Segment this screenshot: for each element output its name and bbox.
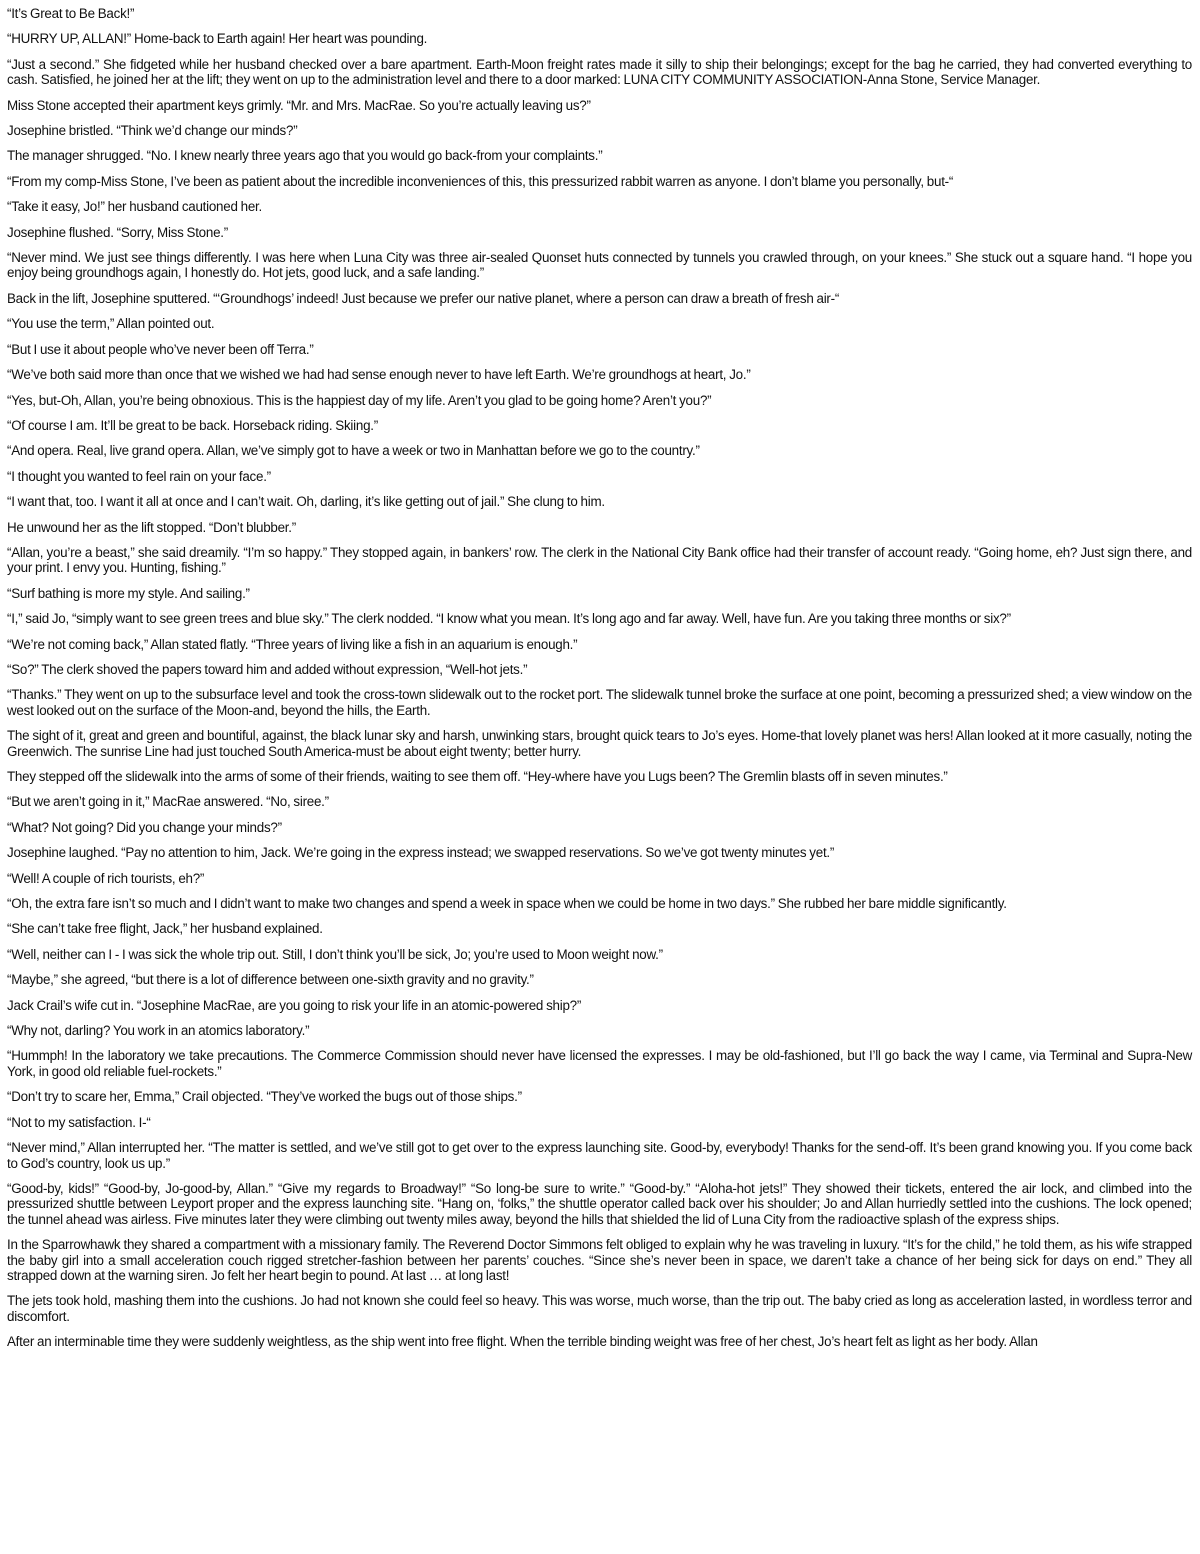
paragraph: “Never mind,” Allan interrupted her. “The matter is settled, and we’ve still got to get over to the express launching site. Good-by, everybody! Thanks for the send-off. It’s been grand knowing you. If you come back to God’s country, look us up.” [7, 1140, 1192, 1171]
paragraph: “Oh, the extra fare isn’t so much and I didn’t want to make two changes and spend a week in space when we could be home in two days.” She rubbed her bare middle significantly. [7, 896, 1007, 912]
paragraph: “I want that, too. I want it all at once and I can’t wait. Oh, darling, it’s like getting out of jail.” She clung to him. [7, 494, 605, 510]
paragraph: Back in the lift, Josephine sputtered. “‘Groundhogs’ indeed! Just because we prefer our native planet, where a person can draw a breath of fresh air-“ [7, 290, 840, 306]
paragraph: “Thanks.” They went on up to the subsurface level and took the cross-town slidewalk out to the rocket port. The slidewalk tunnel broke the surface at one point, becoming a pressurized shed; a view window on the west looked out on the surface of the Moon-and, beyond the hills, the Earth. [7, 687, 1192, 718]
paragraph: “Allan, you’re a beast,” she said dreamily. “I’m so happy.” They stopped again, in bankers’ row. The clerk in the National City Bank office had their transfer of account ready. “Going home, eh? Just sign there, and your print. I envy you. Hunting, fishing.” [7, 544, 1192, 576]
paragraph: “We’ve both said more than once that we wished we had had sense enough never to have left Earth. We’re groundhogs at heart, Jo.” [7, 367, 751, 383]
paragraph: “Just a second.” She fidgeted while her husband checked over a bare apartment. Earth-Moon freight rates made it silly to ship their belongings; except for the bag he carried, they had converted everything to cash. Satisfied, he joined her at the lift; they went on up to the administration level and there to a door marked: LUNA CITY COMMUNITY ASSOCIATION-Anna Stone, Service Manager. [7, 56, 1192, 88]
paragraph: “But I use it about people who’ve never been off Terra.” [7, 341, 314, 357]
paragraph: “You use the term,” Allan pointed out. [7, 316, 215, 332]
paragraph: In the Sparrowhawk they shared a compartment with a missionary family. The Reverend Doctor Simmons felt obliged to explain why he was traveling in luxury. “It’s for the child,” he told them, as his wife strapped the baby girl into a small acceleration couch rigged stretcher-fashion between her parents’ couches. “Since she’s never been in space, we daren’t take a chance of her being sick for days on end.” They all strapped down at the warning siren. Jo felt her heart begin to pound. At last … at long last! [7, 1237, 1192, 1283]
paragraph: “We’re not coming back,” Allan stated flatly. “Three years of living like a fish in an aquarium is enough.” [7, 636, 578, 652]
paragraph: “So?” The clerk shoved the papers toward him and added without expression, “Well-hot jets.” [7, 661, 528, 677]
paragraph: Miss Stone accepted their apartment keys grimly. “Mr. and Mrs. MacRae. So you’re actually leaving us?” [7, 97, 591, 113]
paragraph: “It’s Great to Be Back!” [7, 6, 135, 21]
paragraph: They stepped off the slidewalk into the arms of some of their friends, waiting to see them off. “Hey-where have you Lugs been? The Gremlin blasts off in seven minutes.” [7, 769, 948, 784]
paragraph: “What? Not going? Did you change your minds?” [7, 819, 282, 835]
paragraph: “Well, neither can I - I was sick the whole trip out. Still, I don’t think you’ll be sick, Jo; you’re used to Moon weight now.” [7, 946, 663, 962]
paragraph: “Don’t try to scare her, Emma,” Crail objected. “They’ve worked the bugs out of those ships.” [7, 1089, 522, 1105]
paragraph: The manager shrugged. “No. I knew nearly three years ago that you would go back-from your complaints.” [7, 148, 603, 164]
paragraph: “HURRY UP, ALLAN!” Home-back to Earth again! Her heart was pounding. [7, 31, 428, 47]
paragraph: “And opera. Real, live grand opera. Allan, we’ve simply got to have a week or two in Manhattan before we go to the country.” [7, 443, 700, 459]
paragraph: “Why not, darling? You work in an atomics laboratory.” [7, 1023, 310, 1039]
paragraph: The sight of it, great and green and bountiful, against, the black lunar sky and harsh, unwinking stars, brought quick tears to Jo’s eyes. Home-that lovely planet was hers! Allan looked at it more casually, noting the Greenwich. The sunrise Line had just touched South America-must be about eight twenty; better hurry. [7, 728, 1192, 759]
paragraph: He unwound her as the lift stopped. “Don’t blubber.” [7, 519, 296, 535]
paragraph: “Of course I am. It’ll be great to be back. Horseback riding. Skiing.” [7, 417, 378, 433]
paragraph: “Surf bathing is more my style. And sailing.” [7, 585, 250, 601]
paragraph: Josephine bristled. “Think we’d change our minds?” [7, 123, 298, 139]
paragraph: Josephine flushed. “Sorry, Miss Stone.” [7, 224, 228, 240]
paragraph: “I thought you wanted to feel rain on your face.” [7, 468, 271, 484]
paragraph: The jets took hold, mashing them into the cushions. Jo had not known she could feel so heavy. This was worse, much worse, than the trip out. The baby cried as long as acceleration lasted, in wordless terror and discomfort. [7, 1293, 1192, 1324]
paragraph: “Not to my satisfaction. I-“ [7, 1114, 151, 1130]
paragraph: “Take it easy, Jo!” her husband cautioned her. [7, 199, 262, 215]
paragraph: “Never mind. We just see things differently. I was here when Luna City was three air-sealed Quonset huts connected by tunnels you crawled through, on your knees.” She stuck out a square hand. “I hope you enjoy being groundhogs again, I honestly do. Hot jets, good luck, and a safe landing.” [7, 250, 1192, 281]
paragraph: “But we aren’t going in it,” MacRae answered. “No, siree.” [7, 794, 329, 810]
paragraph: Josephine laughed. “Pay no attention to him, Jack. We’re going in the express instead; we swapped reservations. So we’ve got twenty minutes yet.” [7, 845, 835, 861]
paragraph: “Maybe,” she agreed, “but there is a lot of difference between one-sixth gravity and no gravity.” [7, 972, 534, 988]
paragraph: “I,” said Jo, “simply want to see green trees and blue sky.” The clerk nodded. “I know what you mean. It’s long ago and far away. Well, have fun. Are you taking three months or six?” [7, 611, 1011, 627]
paragraph: “Well! A couple of rich tourists, eh?” [7, 870, 205, 886]
paragraph: After an interminable time they were suddenly weightless, as the ship went into free flight. When the terrible binding weight was free of her chest, Jo’s heart felt as light as her body. Allan [7, 1334, 1038, 1350]
paragraph: “Yes, but-Oh, Allan, you’re being obnoxious. This is the happiest day of my life. Aren’t you glad to be going home? Aren’t you?” [7, 392, 712, 408]
paragraph: “Good-by, kids!” “Good-by, Jo-good-by, Allan.” “Give my regards to Broadway!” “So long-be sure to write.” “Good-by.” “Aloha-hot jets!” They showed their tickets, entered the air lock, and climbed into the pressurized shuttle between Leyport proper and the express launching site. “Hang on, ‘folks,” the shuttle operator called back over his shoulder; Jo and Allan hurriedly settled into the cushions. The lock opened; the tunnel ahead was airless. Five minutes later they were climbing out twenty miles away, beyond the hills that shielded the lid of Luna City from the radioactive splash of the express ships. [7, 1180, 1192, 1227]
paragraph: “She can’t take free flight, Jack,” her husband explained. [7, 921, 323, 937]
paragraph: Jack Crail’s wife cut in. “Josephine MacRae, are you going to risk your life in an atomic-powered ship?” [7, 997, 582, 1013]
paragraph: “From my comp-Miss Stone, I’ve been as patient about the incredible inconveniences of this, this pressurized rabbit warren as anyone. I don’t blame you personally, but-“ [7, 173, 954, 189]
paragraph: “Hummph! In the laboratory we take precautions. The Commerce Commission should never have licensed the expresses. I may be old-fashioned, but I’ll go back the way I came, via Terminal and Supra-New York, in good old reliable fuel-rockets.” [7, 1048, 1192, 1079]
